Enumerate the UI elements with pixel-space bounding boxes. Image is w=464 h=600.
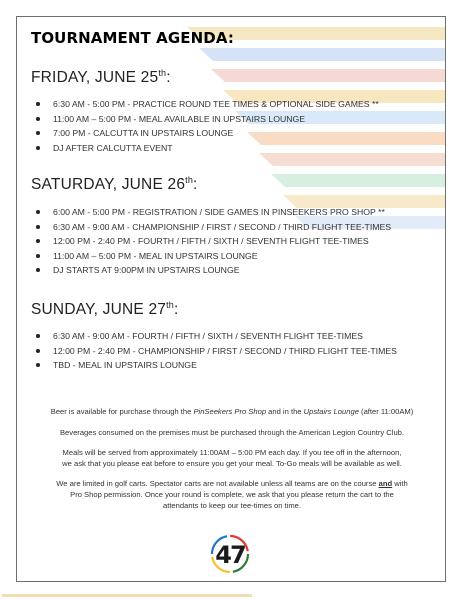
agenda-event <box>31 344 441 359</box>
agenda-event <box>31 126 441 141</box>
page-title: TOURNAMENT AGENDA: <box>31 29 234 47</box>
beer-note <box>17 407 446 418</box>
bullet-icon <box>36 146 40 150</box>
event-separator: - <box>85 128 94 139</box>
meals-note <box>17 448 446 469</box>
event-description: MEAL IN UPSTAIRS LOUNGE <box>138 250 258 261</box>
saturday-event-list <box>31 205 441 278</box>
event-separator: - <box>130 345 138 356</box>
tournament-notes <box>17 407 446 521</box>
day-heading-text: FRIDAY, JUNE 25 <box>31 69 159 87</box>
bullet-icon <box>36 225 40 229</box>
event-description: FOURTH / FIFTH / SIXTH / SEVENTH FLIGHT TEE-TIMES <box>132 331 363 341</box>
agenda-event <box>31 205 441 220</box>
bullet-icon <box>36 117 40 121</box>
lounge-name: Upstairs Lounge <box>303 407 359 416</box>
day-heading-sunday <box>31 300 179 319</box>
carts-note-emphasis: and <box>378 479 393 489</box>
carts-note-line: attendants to keep our tee-times on time. <box>162 500 302 510</box>
agenda-event <box>31 358 441 373</box>
beer-note-text: Beer is available for purchase through the <box>50 407 194 416</box>
beverages-note: Beverages consumed on the premises must be purchased through the American Legion Country Club. <box>59 427 405 437</box>
day-heading-colon: : <box>166 69 171 87</box>
agenda-event <box>31 234 441 249</box>
decorative-stripe <box>199 48 446 61</box>
event-time: 11:00 AM – 5:00 PM <box>53 113 132 124</box>
event-time: 7:00 PM <box>53 128 86 139</box>
day-heading-colon: : <box>174 301 179 319</box>
document-page <box>16 16 446 582</box>
event-time: 12:00 PM - 2:40 PM <box>53 345 131 356</box>
beer-note-text: and in the <box>266 407 304 416</box>
agenda-event <box>31 141 441 156</box>
beer-note-text: (after 11:00AM) <box>358 407 414 416</box>
logo-text: 47 <box>215 541 245 569</box>
event-description: CALCUTTA IN UPSTAIRS LOUNGE <box>93 128 234 139</box>
bullet-icon <box>36 210 40 214</box>
carts-note-line: with <box>392 479 408 489</box>
pro-shop-name: PinSeekers Pro Shop <box>193 407 267 416</box>
event-separator: - <box>124 331 133 341</box>
event-separator: - <box>130 236 138 247</box>
friday-event-list <box>31 97 441 155</box>
bottom-accent-line <box>2 594 252 597</box>
event-time: DJ STARTS AT 9:00PM IN UPSTAIRS LOUNGE <box>53 265 240 276</box>
event-time: 6:30 AM - 9:00 AM <box>53 331 125 341</box>
bullet-icon <box>36 239 40 243</box>
carts-note <box>17 479 446 511</box>
event-time: DJ AFTER CALCUTTA EVENT <box>53 142 173 153</box>
event-description: MEAL IN UPSTAIRS LOUNGE <box>78 360 197 371</box>
meals-note-line: Meals will be served from approximately 11:00AM – 5:00 PM each day. If you tee off in the afternoon, <box>62 448 402 458</box>
event-separator: - <box>124 207 133 217</box>
day-heading-saturday <box>31 175 198 194</box>
bullet-icon <box>36 334 40 338</box>
event-separator: - <box>131 113 139 124</box>
bullet-icon <box>36 102 40 106</box>
day-heading-text: SATURDAY, JUNE 26 <box>31 176 186 194</box>
bullet-icon <box>36 363 40 367</box>
agenda-event <box>31 263 441 278</box>
agenda-event <box>31 249 441 264</box>
bullet-icon <box>36 349 40 353</box>
event-separator: - <box>131 250 139 261</box>
day-heading-friday <box>31 68 171 87</box>
event-separator: - <box>124 221 133 232</box>
agenda-event <box>31 329 441 344</box>
event-separator: - <box>124 99 133 109</box>
bullet-icon <box>36 131 40 135</box>
day-heading-text: SUNDAY, JUNE 27 <box>31 301 167 319</box>
bullet-icon <box>36 254 40 258</box>
event-description: FOURTH / FIFTH / SIXTH / SEVENTH FLIGHT TEE-TIMES <box>138 236 369 247</box>
day-ordinal-suffix: th <box>158 68 167 78</box>
day-ordinal-suffix: th <box>166 300 174 310</box>
agenda-event <box>31 112 441 127</box>
carts-note-line: We are limited in golf carts. Spectator carts are not available unless all teams are on the course <box>56 479 379 489</box>
sunday-event-list <box>31 329 441 373</box>
bullet-icon <box>36 268 40 272</box>
event-time: 6:00 AM - 5:00 PM <box>53 207 125 217</box>
decorative-stripe <box>211 69 446 82</box>
decorative-stripe <box>271 174 446 187</box>
event-description: CHAMPIONSHIP / FIRST / SECOND / THIRD FLIGHT TEE-TIMES <box>132 221 392 232</box>
event-separator: - <box>70 360 79 371</box>
event-description: MEAL AVAILABLE IN UPSTAIRS LOUNGE <box>138 113 306 124</box>
meals-note-line: we ask that you please eat before to ensure you get your meal. To-Go meals will be available as well. <box>62 458 402 468</box>
agenda-event <box>31 220 441 235</box>
event-description: REGISTRATION / SIDE GAMES IN PINSEEKERS PRO SHOP ** <box>132 207 385 217</box>
event-description: PRACTICE ROUND TEE TIMES & OPTIONAL SIDE GAMES ** <box>132 99 379 109</box>
event-time: 11:00 AM – 5:00 PM <box>53 250 132 261</box>
event-time: 12:00 PM - 2:40 PM <box>53 236 131 247</box>
day-heading-colon: : <box>193 176 198 194</box>
event-time: TBD <box>53 360 71 371</box>
event-time: 6:30 AM - 5:00 PM <box>53 99 125 109</box>
tournament-logo <box>209 532 251 576</box>
event-description: CHAMPIONSHIP / FIRST / SECOND / THIRD FLIGHT TEE-TIMES <box>138 345 397 356</box>
agenda-event <box>31 97 441 112</box>
event-time: 6:30 AM - 9:00 AM <box>53 221 125 232</box>
day-ordinal-suffix: th <box>185 175 194 185</box>
carts-note-line: Pro Shop permission. Once your round is complete, we ask that you please return the cart to the <box>70 489 394 499</box>
